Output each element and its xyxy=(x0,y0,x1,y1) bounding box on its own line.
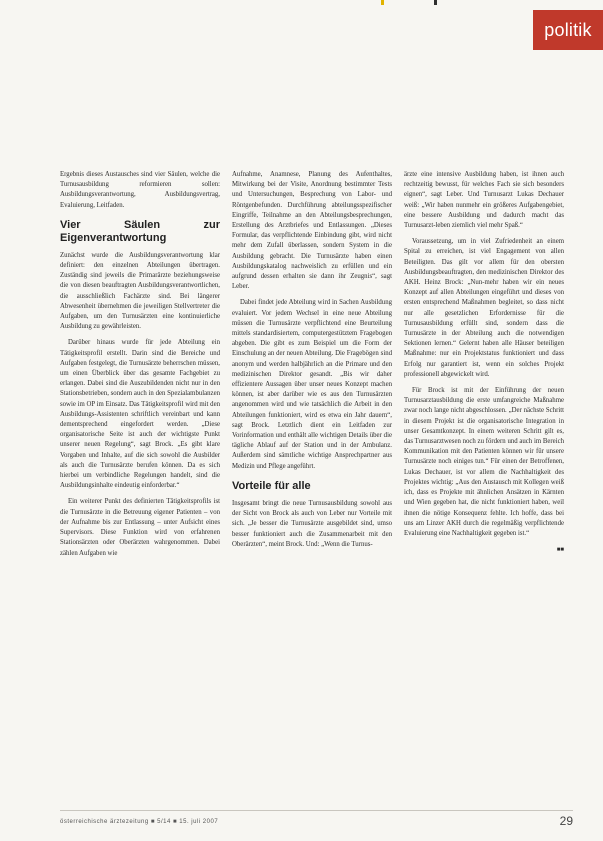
subheading: Vorteile für alle xyxy=(232,479,311,492)
paragraph: Für Brock ist mit der Einführung der neuen Turnusarztausbildung die erste umfangreiche Maßnahme zwar noch lange nicht abgeschlossen. „Der nächste Schritt in diesem Projekt ist die organisatorische Integration in unser Gesamtkonzept. In einem weiteren Schritt gilt es, das Turnusarztwesen noch zu fördern und auch im Bereich Kommunikation mit den Patienten können wir für unsere Turnusärzte noch einiges tun.“ Für einen der Betroffenen, Lukas Dechauer, ist vor allem die Nachhaltigkeit des Projektes wichtig: „Aus den Austausch mit Kollegen weiß ich, dass es Projekte mit ähnlichen Ansätzen in Kärnten und Wien gegeben hat, die nicht funktioniert haben, weil ihnen die nötige Konsequenz fehlte. Ich hoffe, dass bei uns am Linzer AKH durch die regelmäßig verpflichtende Evaluierung eine Nachhaltigkeit gegeben ist.“ xyxy=(404,387,564,537)
text-column-1 xyxy=(60,170,220,565)
section-tab[interactable]: politik xyxy=(533,10,603,50)
end-of-article-mark: ■■ xyxy=(556,547,564,554)
paragraph: Dabei findet jede Abteilung wird in Sachen Ausbildung evaluiert. Vor jedem Wechsel in eine neue Abteilung müssen die Turnusärzte verpflichtend eine Beurteilung mittels standardisiertem, computergestütztem Fragebogen abgeben. Die gibt es zum Beispiel um die Form der Einschulung an der neuen Abteilung. Die Fragebögen sind anonym und werden halbjährlich an die Primare und den medizinischen Direktor gesandt. „Bis wir daher effizientere Aussagen über unser neues Konzept machen können, ist aber darüber wie es aus den Turnusärzten angenommen wird und wie tatsächlich die Arbeit in den Abteilungen funktioniert, wird es etwa ein Jahr dauern“, sagt Brock. Letztlich dient ein Leitfaden zur Vorinformation und enthält alle wichtigen Details über die tägliche Ablauf auf der Station und in der Ambulanz. Außerdem sind sämtliche wichtige Ansprechpartner aus Medizin und Pflege angeführt. xyxy=(232,299,392,470)
print-registration-mark xyxy=(434,0,437,5)
subheading: Vier Säulen zur Eigenverantwortung xyxy=(60,218,220,244)
paragraph: Aufnahme, Anamnese, Planung des Aufenthaltes, Mitwirkung bei der Visite, Anordnung bestimmter Tests und Untersuchungen, Besprechung von Labor- und Röntgenbefunden. Durchführung abteilungsspezifischer Eingriffe, Teilnahme an den Abteilungsbesprechungen, Erstellung des Arztbriefes und Entlassungen. „Dieses Formular, das verpflichtende Einbindung gibt, wird nicht mehr dem Zufall überlassen, sondern System in die Ausbildung gebracht. Die Turnusärzte haben einen Ausbildungskatalog nachweislich zu erfüllen und ein aufgrund dessen erhalten sie dann ihr Zeugnis“, sagt Leber. xyxy=(232,171,392,291)
publication-line: österreichische ärztezeitung ■ 5/14 ■ 15. juli 2007 xyxy=(60,819,219,825)
text-column-2 xyxy=(232,170,392,556)
print-registration-mark xyxy=(381,0,384,5)
paragraph: Darüber hinaus wurde für jede Abteilung ein Tätigkeitsprofil erstellt. Darin sind die Bereiche und Aufgaben festgelegt, die Turnusärzte beherrschen müssen, um einen Überblick über das gesamte Fachgebiet zu erlangen. Dabei sind die Auszubildenden nicht nur in den Stationsbetrieben, sondern auch in den Spezialambulanzen sowie im OP im Einsatz. Das Tätigkeitsprofil wird mit den Ausbildungs-Assistenten schriftlich vereinbart und kann dementsprechend eingefordert werden. „Diese organisatorische Seite ist auch der wichtigste Punkt unserer neuen Regelung“, sagt Brock. „Es gibt klare Vorgaben und Inhalte, auf die sich sowohl die Ausbilder als auch die Turnusärzte berufen können. Da es sich hierbei um verbindliche Regelungen handelt, sind die Ausbildungsinhalte eindeutig einforderbar.“ xyxy=(60,339,220,490)
page-footer xyxy=(60,810,573,831)
paragraph: Ergebnis dieses Austausches sind vier Säulen, welche die Turnusausbildung reformieren sollen: Ausbildungsverantwortung, Ausbildungsvertrag, Evaluierung, Leitfaden. xyxy=(60,171,220,209)
paragraph: Zunächst wurde die Ausbildungsverantwortung klar definiert: den einzelnen Abteilungen übertragen. Zuständig sind jeweils die Primarärzte beziehungsweise die von diesen beauftragten Ausbildungsverantwortlichen, die ausschließlich Fachärzte sind. Bei längerer Abwesenheit übernehmen die jeweiligen Stellvertreter die Aufgaben, um den Turnusärzten eine kontinuierliche Ausbildung zu gewährleisten. xyxy=(60,251,220,331)
paragraph: Voraussetzung, um in viel Zufriedenheit an einem Spital zu erreichen, ist viel Engagement von allen Beteiligten. Das gilt vor allem für den obersten Ausbildungsbeauftragten, den medizinischen Direktor des AKH. Heinz Brock: „Nun-mehr haben wir ein neues Konzept auf allen Abteilungen eingeführt und dieses von ersten entsprechend Maßnahmen begleitet, so dass nicht nur alle gesetzlichen Erfordernisse für die Turnusausbildung erfüllt sind, sondern dass die Turnusärzte in der Abteilung auch die notwendigen Sektionen lernen.“ Gelernt haben alle Häuser beteiligen Maßnahme: nur ein Projektstatus funktioniert und dass Erfolg nur garantiert ist, wenn ein solches Projekt professionell abgewickelt wird. xyxy=(404,238,564,378)
paragraph: ärzte eine intensive Ausbildung haben, ist ihnen auch rechtzeitig bewusst, für welches Fach sie sich besonders eignen“, sagt Leber. Und Turnusarzt Lukas Dechauer weiß: „Wir haben nunmehr ein größeres Aufgabengebiet, eine bessere Ausbildung und dadurch macht das Turnusarzt-leben ziemlich viel mehr Spaß.“ xyxy=(404,171,564,230)
page-number: 29 xyxy=(559,814,573,828)
paragraph: Insgesamt bringt die neue Turnusausbildung sowohl aus der Sicht von Brock als auch von Leber nur Vorteile mit sich. „Je besser die Turnusärzte ausgebildet sind, umso besser funktioniert auch die Zusammenarbeit mit den Oberärzten“, meint Brock. Und: „Wenn die Turnus- xyxy=(232,499,392,548)
text-column-3 xyxy=(404,170,564,555)
paragraph: Ein weiterer Punkt des definierten Tätigkeitsprofils ist die Turnusärzte in die Betreuung eigener Patienten – von der Aufnahme bis zur Entlassung – unter Aufsicht eines Supervisors. Diese Funktion wird von erfahrenen Stationsärzten oder Oberärzten wahrgenommen. Dabei zählen Aufgaben wie xyxy=(60,498,220,557)
